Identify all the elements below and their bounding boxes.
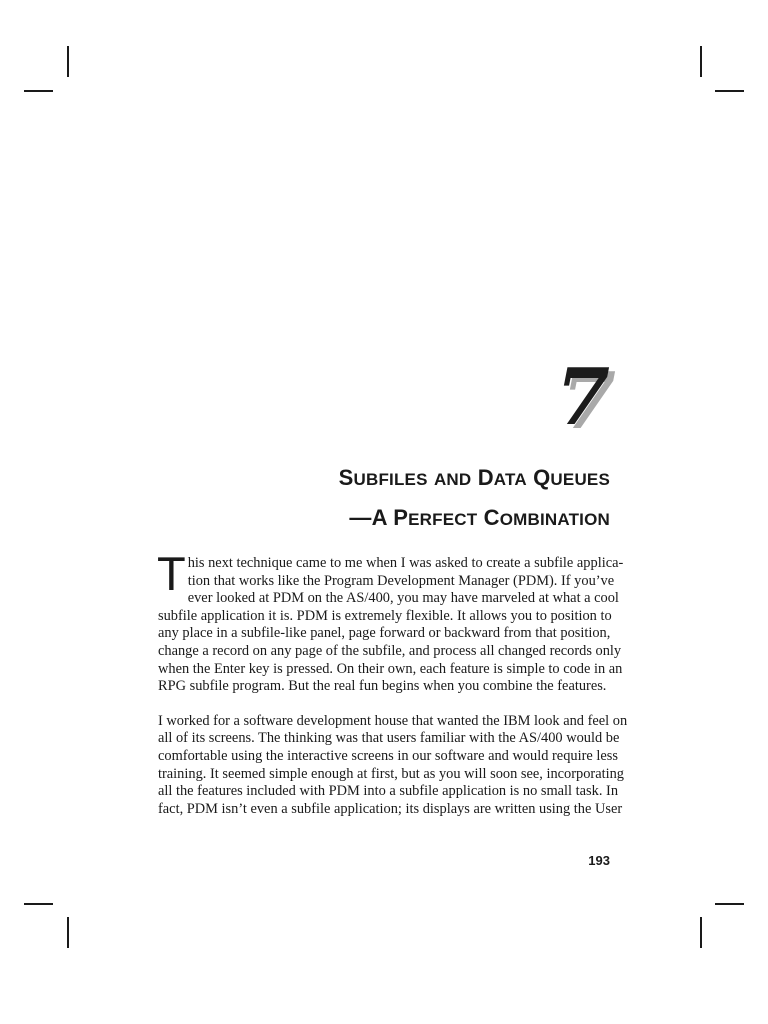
title-initial: S [338,465,354,490]
text-line: ever looked at PDM on the AS/400, you may have marveled at what a cool [187,590,619,607]
title-word-rest: UEUES [550,470,610,489]
chapter-title-line-1 [160,458,610,498]
drop-cap: T [157,547,186,600]
title-word-rest: OMBINATION [499,510,610,529]
crop-mark-bottom-left-horizontal [24,903,53,905]
chapter-title-line-2 [160,498,610,538]
paragraph-1 [157,547,624,696]
crop-mark-top-right-vertical [700,46,702,77]
chapter-number: 7 [555,352,610,443]
text-line: I worked for a software development house that wanted the IBM look and feel on [158,712,628,729]
crop-mark-top-left-horizontal [24,90,53,92]
text-line: his next technique came to me when I was asked to create a subfile applica- [187,555,624,571]
text-line: RPG subfile program. But the real fun begins when you combine the features. [158,678,607,695]
title-word-rest: ATA [493,470,527,489]
title-word-rest: ERFECT [408,510,478,529]
crop-mark-bottom-right-horizontal [715,903,744,905]
title-word: AND [433,470,472,489]
title-initial: D [477,465,494,490]
text-line: comfortable using the interactive screens in our software and would require less [158,747,618,764]
text-line: any place in a subfile-like panel, page forward or backward from that position, [158,625,611,642]
page-number: 193 [588,853,610,868]
text-line: subfile application it is. PDM is extremely flexible. It allows you to position to [158,607,612,624]
crop-mark-top-left-vertical [67,46,69,77]
title-initial: Q [533,465,551,490]
title-word-rest: UBFILES [353,470,428,489]
text-line: all of its screens. The thinking was that users familiar with the AS/400 would be [158,730,620,747]
text-line: change a record on any page of the subfile, and process all changed records only [158,642,622,659]
text-line: when the Enter key is pressed. On their own, each feature is simple to code in an [158,660,623,677]
crop-mark-bottom-right-vertical [700,917,702,948]
title-lead: —A [349,505,387,530]
text-line: training. It seemed simple enough at first, but as you will soon see, incorporating [158,765,625,782]
text-line: all the features included with PDM into a subfile application is no small task. In [158,783,619,800]
title-initial: C [483,505,500,530]
text-line: tion that works like the Program Development Manager (PDM). If you’ve [187,572,615,589]
paragraph-2 [158,712,628,819]
title-initial: P [393,505,409,530]
crop-mark-bottom-left-vertical [67,917,69,948]
crop-mark-top-right-horizontal [715,90,744,92]
body-text [157,547,628,818]
text-line: fact, PDM isn’t even a subfile application; its displays are written using the User [158,800,623,817]
chapter-title [160,458,610,538]
